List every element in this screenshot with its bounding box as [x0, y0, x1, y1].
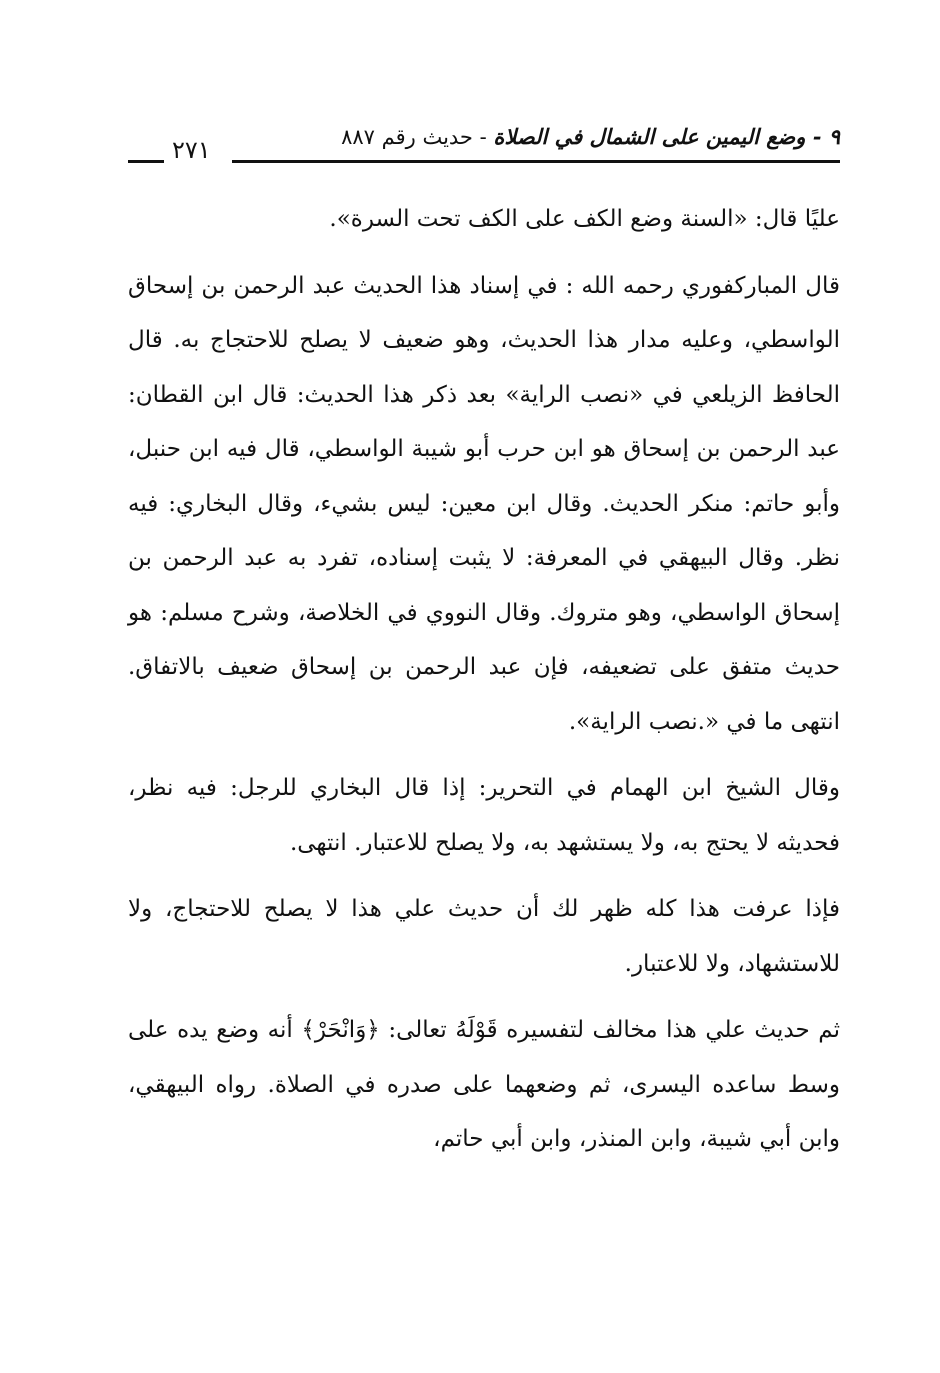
- hadith-number: حديث رقم ٨٨٧: [341, 125, 473, 149]
- page-number-dash: [128, 160, 164, 163]
- chapter-title: ٩ - وضع اليمين على الشمال في الصلاة: [493, 124, 840, 149]
- paragraph-3: وقال الشيخ ابن الهمام في التحرير: إذا قال البخاري للرجل: فيه نظر، فحديثه لا يحتج به، ولا يستشهد به، ولا يصلح للاعتبار. انتهى.: [128, 775, 840, 856]
- running-header: [128, 118, 840, 174]
- page-number: ٢٧١: [172, 136, 211, 164]
- header-rule: [232, 160, 840, 163]
- header-title: [341, 124, 840, 149]
- body-text: [128, 192, 840, 1167]
- paragraph-5: ثم حديث علي هذا مخالف لتفسيره قَوْلَهُ تعالى: ﴿وَانْحَرْ﴾ أنه وضع يده على وسط ساعده اليسرى، ثم وضعهما على صدره في الصلاة. رواه البيهقي، وابن أبي شيبة، وابن المنذر، وابن أبي حاتم،: [128, 1017, 840, 1152]
- paragraph-2: قال المباركفوري رحمه الله : في إسناد هذا الحديث عبد الرحمن بن إسحاق الواسطي، وعليه مدار هذا الحديث، وهو ضعيف لا يصلح للاحتجاج به. قال الحافظ الزيلعي في «نصب الراية» بعد ذكر هذا الحديث: قال ابن القطان: عبد الرحمن بن إسحاق هو ابن حرب أبو شيبة الواسطي، قال فيه ابن حنبل، وأبو حاتم: منكر الحديث. وقال ابن معين: ليس بشيء، وقال البخاري: فيه نظر. وقال البيهقي في المعرفة: لا يثبت إسناده، تفرد به عبد الرحمن بن إسحاق الواسطي، وهو متروك. وقال النووي في الخلاصة، وشرح مسلم: هو حديث متفق على تضعيفه، فإن عبد الرحمن بن إسحاق ضعيف بالاتفاق. انتهى ما في «.نصب الراية».: [128, 272, 840, 735]
- paragraph-4: فإذا عرفت هذا كله ظهر لك أن حديث علي هذا لا يصلح للاحتجاج، ولا للاستشهاد، ولا للاعتبار.: [128, 896, 840, 977]
- paragraph-1: عليًا قال: «السنة وضع الكف على الكف تحت السرة».: [329, 206, 840, 232]
- header-separator: -: [472, 125, 494, 149]
